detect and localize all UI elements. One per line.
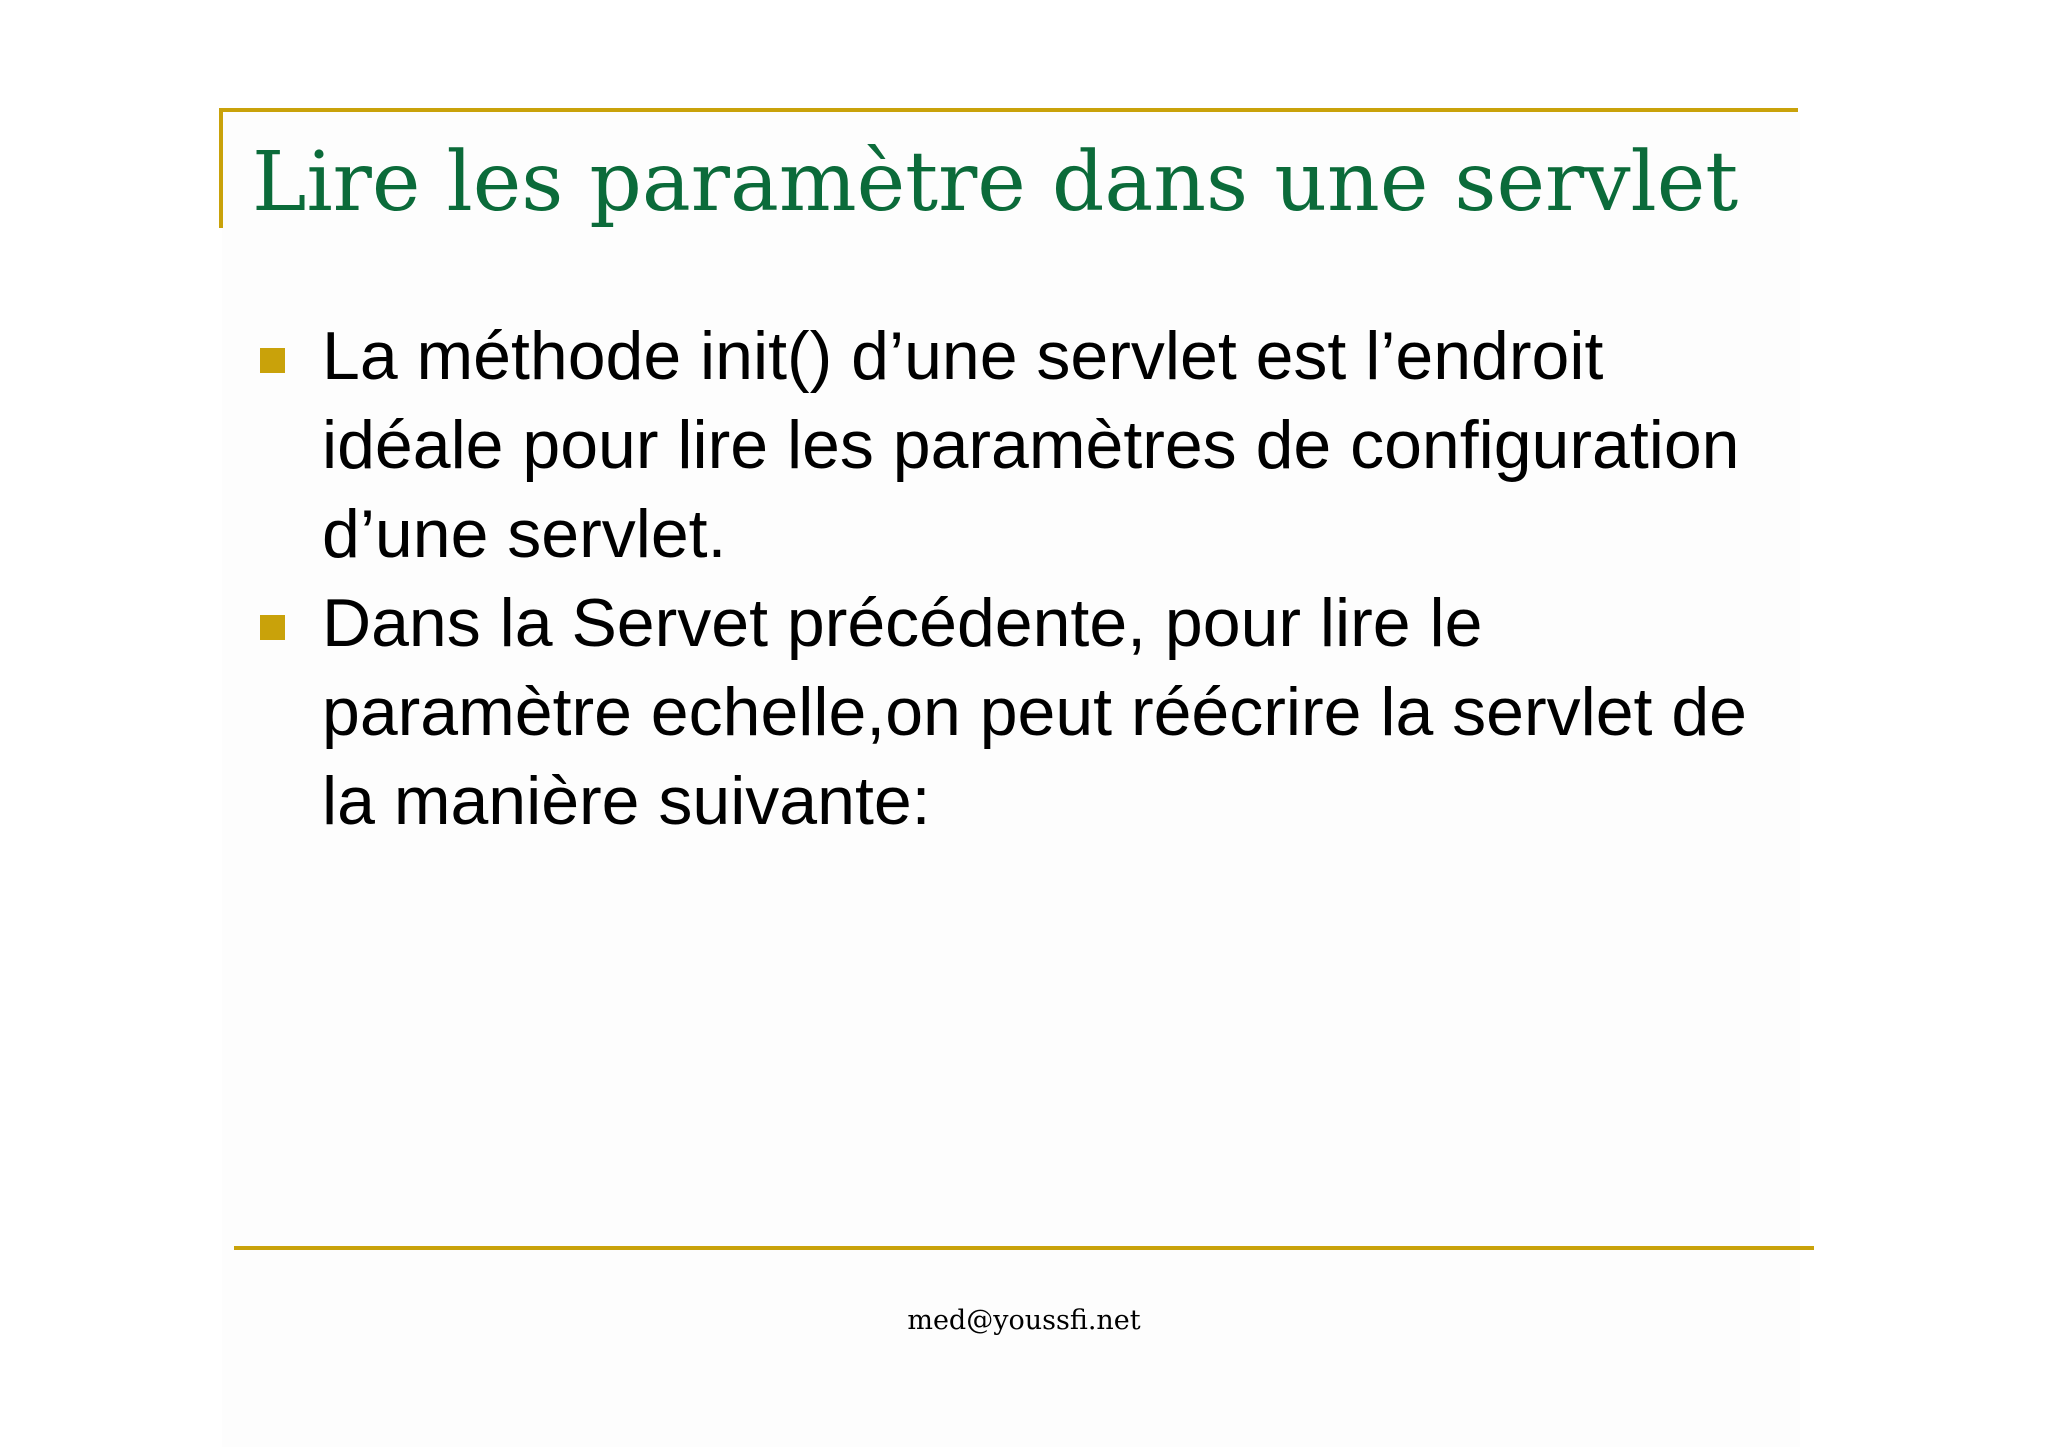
bullet-text: Dans la Servet précédente, pour lire le paramètre echelle,on peut réécrire la servlet de la manière suivante: bbox=[322, 585, 1747, 839]
top-rule bbox=[219, 108, 1798, 112]
slide-title: Lire les paramètre dans une servlet bbox=[252, 135, 1739, 230]
left-rule bbox=[219, 108, 223, 228]
bullet-item bbox=[258, 579, 1768, 846]
bullet-square-icon bbox=[260, 348, 285, 373]
bottom-rule bbox=[234, 1246, 1814, 1250]
bullet-item bbox=[258, 312, 1768, 579]
bullet-text: La méthode init() d’une servlet est l’endroit idéale pour lire les paramètres de configuration d’une servlet. bbox=[322, 318, 1740, 572]
bullet-square-icon bbox=[260, 615, 285, 640]
bullet-list bbox=[258, 312, 1768, 846]
footer-email: med@youssfi.net bbox=[907, 1305, 1141, 1336]
